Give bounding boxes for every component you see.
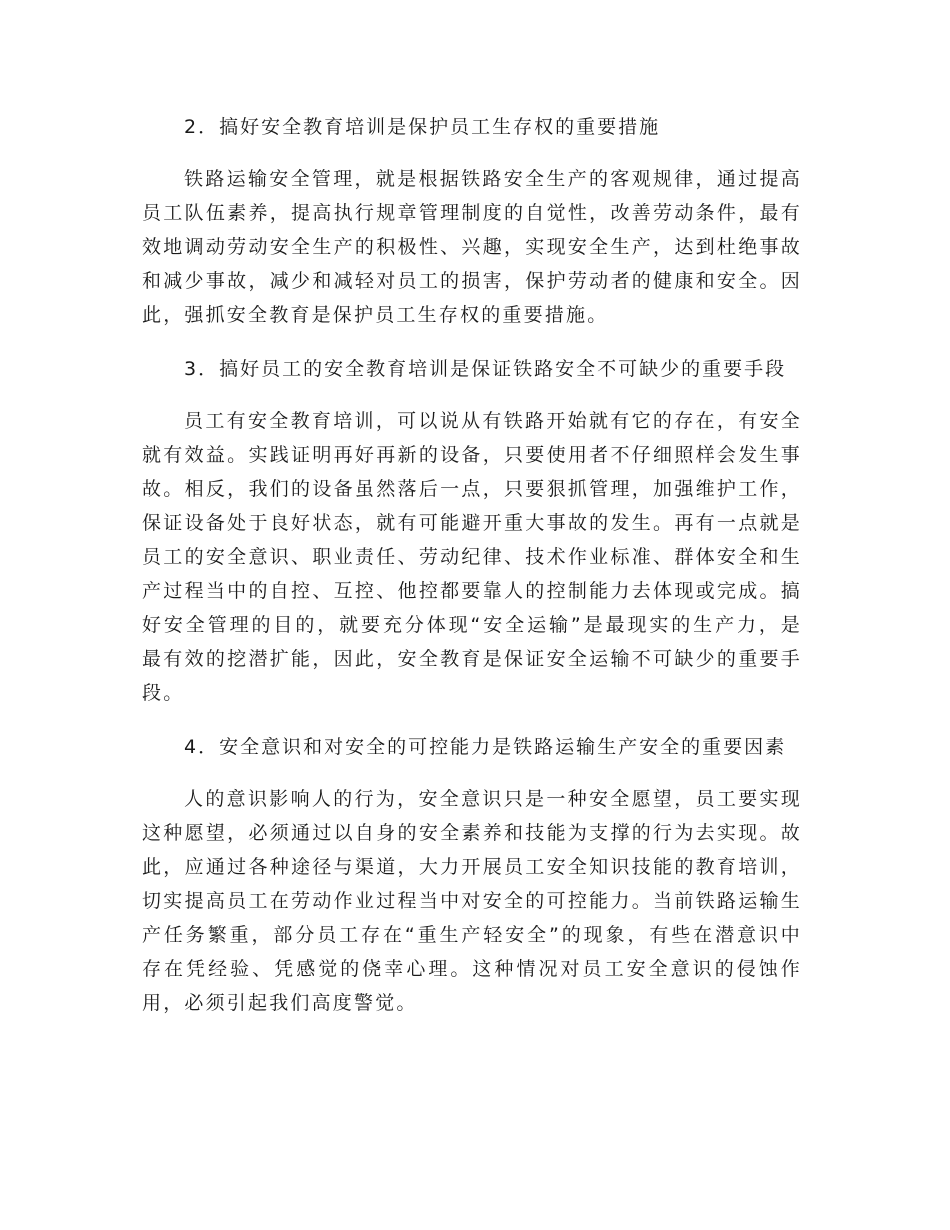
- section-heading-2: 2．搞好安全教育培训是保护员工生存权的重要措施: [184, 116, 661, 138]
- section-paragraph-4: 人的意识影响人的行为，安全意识只是一种安全愿望，员工要实现这种愿望，必须通过以自身的安全素养和技能为支撑的行为去实现。故此，应通过各种途径与渠道，大力开展员工安全知识技能的教育培训，切实提高员工在劳动作业过程当中对安全的可控能力。当前铁路运输生产任务繁重，部分员工存在“重生产轻安全”的现象，有些在潜意识中存在凭经验、凭感觉的侥幸心理。这种情况对员工安全意识的侵蚀作用，必须引起我们高度警觉。: [142, 788, 802, 1014]
- section-paragraph-2: 铁路运输安全管理，就是根据铁路安全生产的客观规律，通过提高员工队伍素养，提高执行规章管理制度的自觉性，改善劳动条件，最有效地调动劳动安全生产的积极性、兴趣，实现安全生产，达到杜绝事故和减少事故，减少和减轻对员工的损害，保护劳动者的健康和安全。因此，强抓安全教育是保护员工生存权的重要措施。: [142, 168, 802, 326]
- section-paragraph-3: 员工有安全教育培训，可以说从有铁路开始就有它的存在，有安全就有效益。实践证明再好再新的设备，只要使用者不仔细照样会发生事故。相反，我们的设备虽然落后一点，只要狠抓管理，加强维护工作，保证设备处于良好状态，就有可能避开重大事故的发生。再有一点就是员工的安全意识、职业责任、劳动纪律、技术作业标准、群体安全和生产过程当中的自控、互控、他控都要靠人的控制能力去体现或完成。搞好安全管理的目的，就要充分体现“安全运输”是最现实的生产力，是最有效的挖潜扩能，因此，安全教育是保证安全运输不可缺少的重要手段。: [142, 410, 802, 704]
- document-body: [142, 110, 802, 1020]
- section-heading-4: 4．安全意识和对安全的可控能力是铁路运输生产安全的重要因素: [184, 736, 787, 758]
- section-heading-3: 3．搞好员工的安全教育培训是保证铁路安全不可缺少的重要手段: [184, 358, 787, 380]
